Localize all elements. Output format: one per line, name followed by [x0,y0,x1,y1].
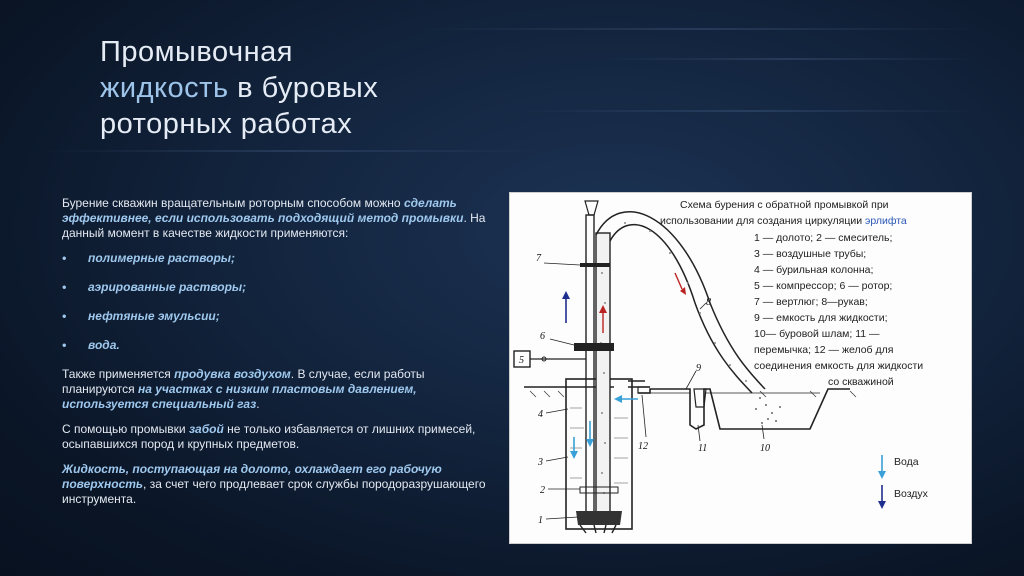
fluid-list [62,251,494,353]
background-streak [420,28,980,30]
bottom-paragraph [62,422,494,452]
label-2: 2 [540,485,545,496]
title-line-3: роторных работах [100,108,353,140]
air-emphasis: продувка воздухом [174,367,291,381]
cuttings [755,397,781,424]
slide-title [100,34,480,142]
gas-emphasis: на участках с низким пластовым давлением, используется специальный газ [62,382,417,411]
background-streak [40,150,540,152]
drill-column [586,215,594,515]
label-10: 10 [760,443,770,454]
title-line-1: Промывочная [100,36,293,68]
air-key-label: Воздух [894,488,928,500]
legend-line: 3 — воздушные трубы; [754,248,867,260]
air-text: Также применяется [62,367,175,381]
legend-line: 9 — емкость для жидкости; [754,312,888,324]
title-highlight: жидкость [100,72,229,104]
diagram-caption-line-2: использовании для создания циркуляции эрлифта [660,215,907,227]
diagram-svg [510,193,971,543]
title-line-2-rest: в буровых [228,72,379,104]
intro-text-end: . На данный момент в качестве жидкости применяются: [62,211,486,240]
legend-line: 4 — бурильная колонна; [754,264,874,276]
bottom-emphasis: забой [188,422,224,436]
swivel-top [585,201,598,215]
cooling-text-end: , за счет чего продлевает срок службы породоразрушающего инструмента. [62,477,486,506]
diagram-caption-line-1: Схема бурения с обратной промывкой при [680,199,889,211]
intro-emphasis: сделать эффективнее, если использовать подходящий метод промывки [62,196,464,225]
label-9: 9 [696,363,701,374]
flow-arrow-hose [675,273,682,289]
list-item: • нефтяные эмульсии; [62,309,494,324]
soil-hatch [530,391,856,397]
water-key-label: Вода [894,456,919,468]
drill-bit [576,511,622,525]
intro-paragraph [62,196,494,241]
background-streak [520,110,980,112]
legend-line: соединения емкость для жидкости [754,360,924,372]
air-text-mid: . В случае, если работы планируются [62,367,425,396]
hose-outer [596,212,765,389]
chute [638,387,650,393]
label-7: 7 [536,253,541,264]
leader-lines [544,263,764,519]
air-text-end: . [256,397,260,411]
cooling-emphasis: Жидкость, поступающая на долото, охлаждает его рабочую поверхность [62,462,442,491]
air-paragraph [62,367,494,412]
list-item: • аэрированные растворы; [62,280,494,295]
water-arrowhead [570,451,578,459]
water-arrowhead [614,395,622,403]
label-6: 6 [540,331,545,342]
intro-text: Бурение скважин вращательным роторным способом можно [62,196,404,210]
label-11: 11 [698,443,708,454]
air-arrowhead [562,291,570,299]
tank-outline [638,389,850,429]
bottom-text: С помощью промывки [62,422,189,436]
rotor [574,343,614,351]
label-12: 12 [638,441,648,452]
air-pipe [596,233,610,515]
background-streak [600,58,980,60]
hose-dots [624,222,747,382]
cooling-paragraph [62,462,494,507]
label-5: 5 [519,355,524,366]
drilling-diagram [509,192,972,544]
legend-line: со скважиной [828,376,894,388]
label-1: 1 [538,515,543,526]
list-item: • вода. [62,338,494,353]
legend-line: 7 — вертлюг; 8—рукав; [754,296,868,308]
hose-inner [610,225,752,393]
legend-line: 10— буровой шлам; 11 — [754,328,880,340]
legend-line: перемычка; 12 — желоб для [754,344,894,356]
body-text [62,196,494,517]
legend-line: 1 — долото; 2 — смеситель; [754,232,893,244]
bottom-text-end: не только избавляется от лишних примесей, осыпавшихся пород и крупных предметов. [62,422,476,451]
label-4: 4 [538,409,543,420]
water-arrowhead [586,439,594,447]
swivel [580,263,610,267]
legend-line: 5 — компрессор; 6 — ротор; [754,280,893,292]
list-item: • полимерные растворы; [62,251,494,266]
water-key-arrowhead [878,471,886,479]
air-key-arrowhead [878,501,886,509]
label-8: 8 [706,297,711,308]
title-line-2 [100,70,480,106]
label-3: 3 [538,457,543,468]
